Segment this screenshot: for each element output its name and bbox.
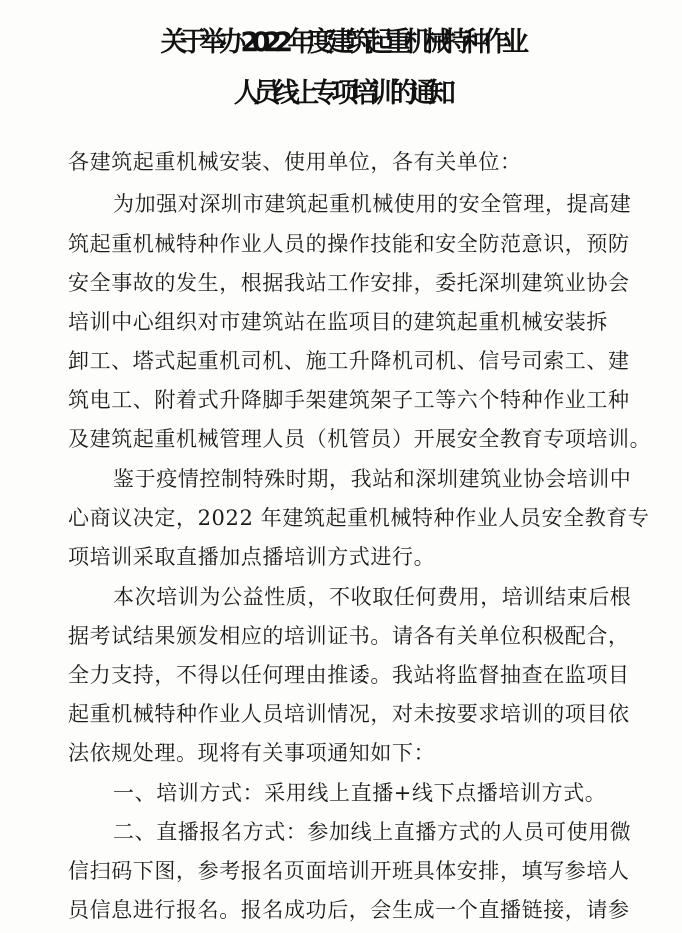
paragraph-1-line: 筑电工、附着式升降脚手架建筑架子工等六个特种作业工种 [68,388,630,412]
paragraph-3-line: 全力支持，不得以任何理由推诿。我站将监督抽查在监项目 [68,663,630,687]
paragraph-3-line: 起重机械特种作业人员培训情况，对未按要求培训的项目依 [68,702,630,726]
paragraph-1-line: 培训中心组织对市建筑站在监项目的建筑起重机械安装拆 [68,310,608,334]
item-2-line: 员信息进行报名。报名成功后，会生成一个直播链接，请参 [68,898,630,922]
notice-title-line-2: 人员线上专项培训的通知 [233,78,449,109]
item-2-line: 信扫码下图，参考报名页面培训开班具体安排，填写参培人 [68,859,630,883]
item-1-training-method: 一、培训方式：采用线上直播+线下点播培训方式。 [113,781,607,805]
salutation: 各建筑起重机械安装、使用单位，各有关单位： [68,150,522,174]
paragraph-3-line: 据考试结果颁发相应的培训证书。请各有关单位积极配合， [68,624,630,648]
paragraph-3-line: 本次培训为公益性质，不收取任何费用，培训结束后根 [113,585,632,609]
paragraph-1-line: 及建筑起重机械管理人员（机管员）开展安全教育专项培训。 [68,427,652,451]
paragraph-2-line: 鉴于疫情控制特殊时期，我站和深圳建筑业协会培训中 [113,467,632,491]
item-2-line: 二、直播报名方式：参加线上直播方式的人员可使用微 [113,820,632,844]
paragraph-2-line: 项培训采取直播加点播培训方式进行。 [68,545,436,569]
paragraph-1-line: 卸工、塔式起重机司机、施工升降机司机、信号司索工、建 [68,349,630,373]
paragraph-2-line: 心商议决定，2022 年建筑起重机械特种作业人员安全教育专 [68,506,650,530]
paragraph-1-line: 筑起重机械特种作业人员的操作技能和安全防范意识，预防 [68,232,630,256]
paragraph-3-line: 法依规处理。现将有关事项通知如下： [68,741,436,765]
notice-title-line-1: 关于举办 2022 年度建筑起重机械特种作业 [160,27,522,58]
paragraph-1-line: 安全事故的发生，根据我站工作安排，委托深圳建筑业协会 [68,271,630,295]
paragraph-1-line: 为加强对深圳市建筑起重机械使用的安全管理，提高建 [113,192,632,216]
